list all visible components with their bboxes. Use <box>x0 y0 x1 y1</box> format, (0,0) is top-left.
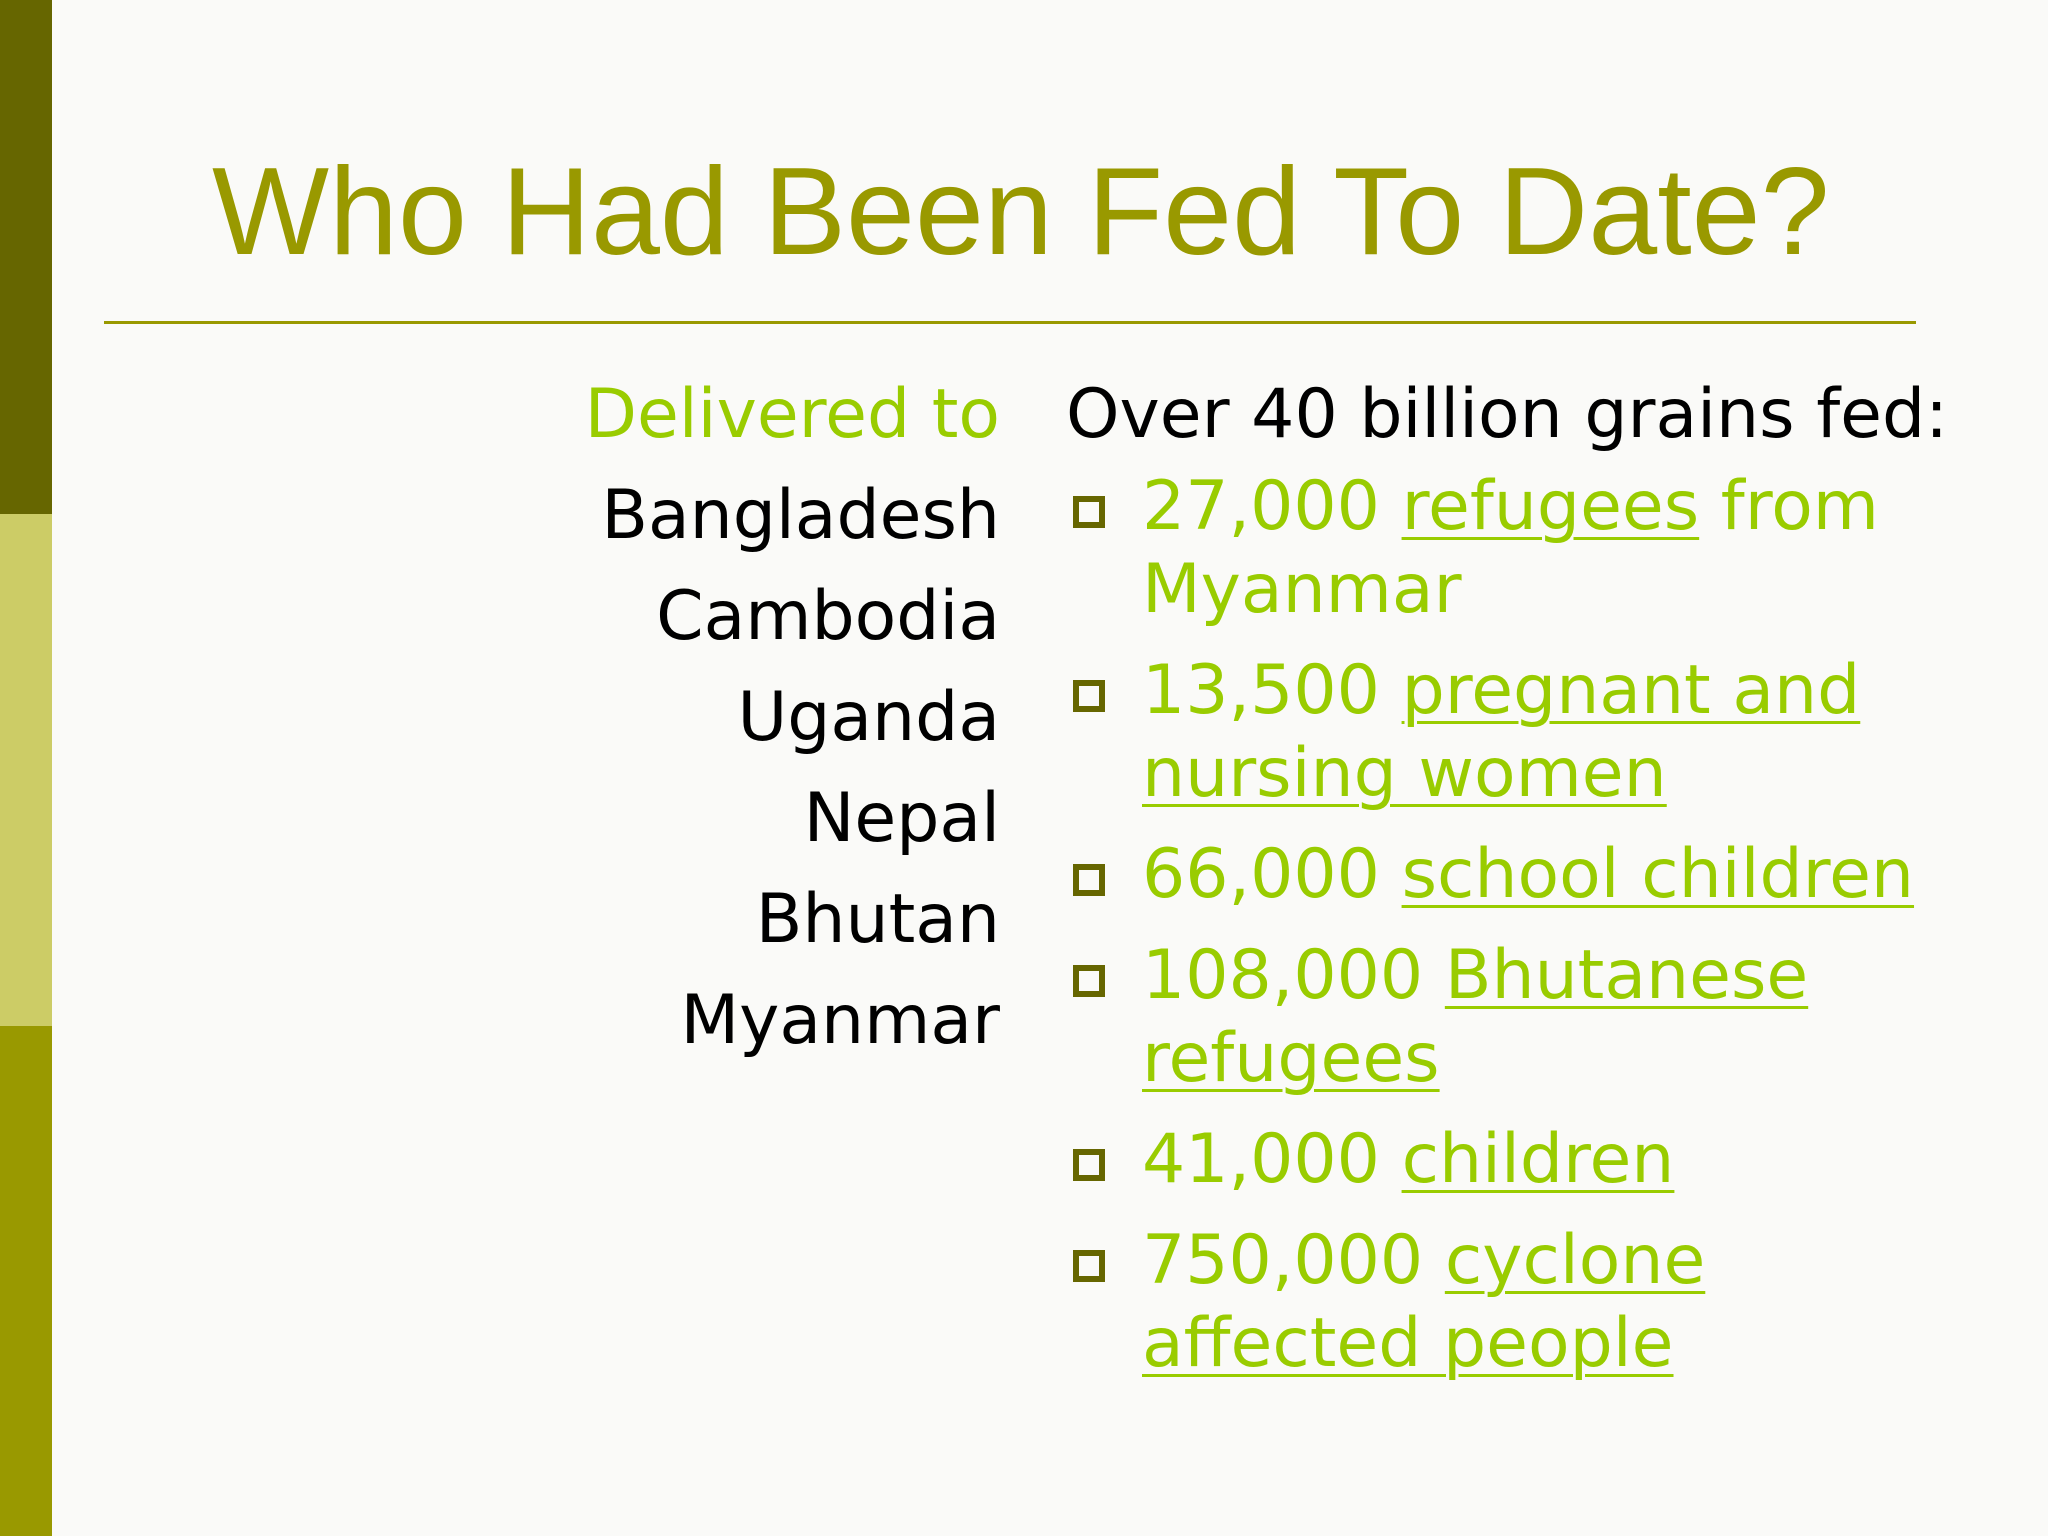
delivered-to-heading: Delivered to <box>584 375 1000 454</box>
slide-title: Who Had Been Fed To Date? <box>212 143 1830 281</box>
beneficiary-count: 13,500 <box>1142 651 1380 730</box>
title-divider <box>104 321 1916 324</box>
beneficiary-item <box>1066 649 1966 815</box>
beneficiary-link[interactable]: school children <box>1401 835 1915 914</box>
beneficiary-count: 66,000 <box>1142 835 1380 914</box>
country-cambodia: Cambodia <box>656 577 1000 656</box>
square-bullet-icon <box>1073 680 1105 712</box>
square-bullet-icon <box>1073 1149 1105 1181</box>
country-bhutan: Bhutan <box>755 880 1000 959</box>
beneficiary-count: 41,000 <box>1142 1120 1380 1199</box>
country-nepal: Nepal <box>803 779 1000 858</box>
delivered-to-column <box>400 364 1000 1071</box>
square-bullet-icon <box>1073 864 1105 896</box>
beneficiary-count: 108,000 <box>1142 936 1424 1015</box>
country-myanmar: Myanmar <box>680 981 1000 1060</box>
square-bullet-icon <box>1073 496 1105 528</box>
beneficiary-link[interactable]: children <box>1401 1120 1675 1199</box>
beneficiary-count: 750,000 <box>1142 1221 1424 1300</box>
square-bullet-icon <box>1073 965 1105 997</box>
square-bullet-icon <box>1073 1250 1105 1282</box>
beneficiary-list <box>1066 465 1966 1385</box>
country-uganda: Uganda <box>737 678 1000 757</box>
beneficiary-item <box>1066 934 1966 1100</box>
beneficiary-item <box>1066 1118 1966 1201</box>
beneficiary-link[interactable]: Bhutanese refugees <box>1142 936 1809 1098</box>
beneficiary-item <box>1066 465 1966 631</box>
grains-fed-intro: Over 40 billion grains fed: <box>1066 375 1949 454</box>
country-bangladesh: Bangladesh <box>601 476 1000 555</box>
beneficiary-link[interactable]: pregnant and nursing women <box>1142 651 1861 813</box>
sidebar-stripe-top <box>0 0 52 514</box>
beneficiary-link[interactable]: refugees <box>1401 467 1700 546</box>
beneficiary-count: 27,000 <box>1142 467 1380 546</box>
beneficiary-link[interactable]: cyclone affected people <box>1142 1221 1706 1383</box>
sidebar-stripe-bottom <box>0 1026 52 1536</box>
grains-fed-column <box>1066 364 1966 1385</box>
beneficiary-item <box>1066 833 1966 916</box>
beneficiary-suffix: from Myanmar <box>1142 467 1880 629</box>
sidebar-stripe-middle <box>0 514 52 1026</box>
beneficiary-item <box>1066 1219 1966 1385</box>
